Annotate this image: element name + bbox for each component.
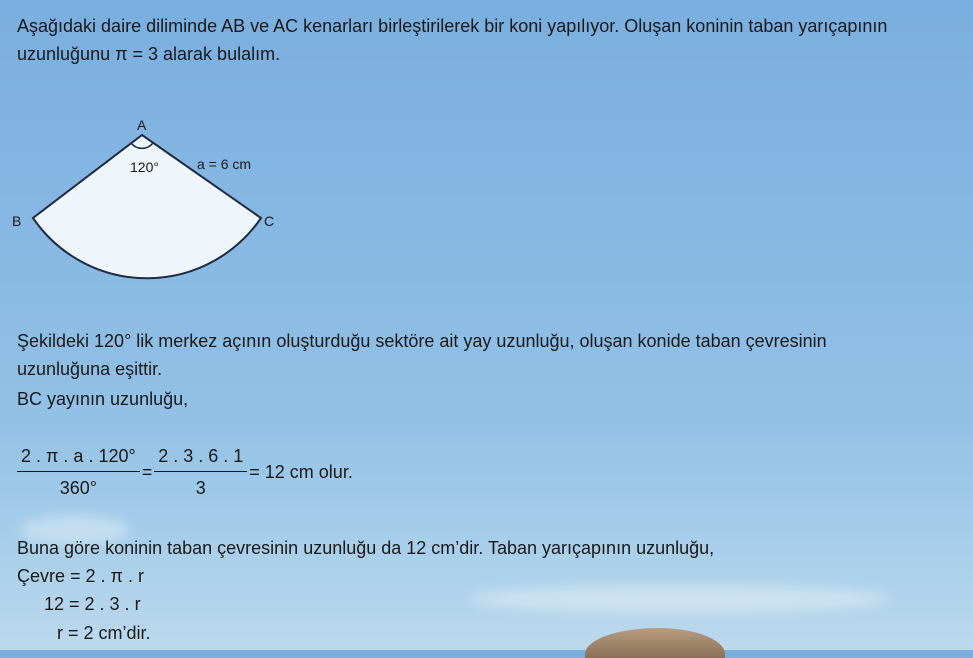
background-cloud (470, 585, 890, 613)
explanation-line-1: Şekildeki 120° lik merkez açının oluşturduğu sektöre ait yay uzunluğu, oluşan konide taban çevresinin (17, 331, 827, 351)
background-rock (585, 628, 725, 658)
conclusion-line-3: 12 = 2 . 3 . r (44, 594, 141, 614)
conclusion-line-1: Buna göre koninin taban çevresinin uzunluğu da 12 cm’dir. Taban yarıçapının uzunluğu, (17, 538, 715, 558)
formula-result: = 12 cm olur. (249, 462, 353, 482)
conclusion-line-4: r = 2 cm’dir. (57, 623, 151, 643)
sector-figure (0, 110, 290, 290)
fraction-1-denominator: 360° (59, 478, 97, 498)
fraction-2 (154, 446, 247, 499)
vertex-label-c: C (264, 213, 275, 229)
angle-label: 120° (130, 159, 159, 175)
side-length-label: a = 6 cm (197, 156, 252, 172)
fraction-1-numerator: 2 . π . a . 120° (21, 446, 136, 466)
vertex-label-b: B (12, 213, 22, 229)
equals-sign: = (141, 462, 153, 482)
fraction-1 (17, 446, 140, 499)
problem-text-line-1: Aşağıdaki daire diliminde AB ve AC kenarları birleştirilerek bir koni yapılıyor. Oluşan koninin taban yarıçapının (17, 16, 888, 36)
arc-length-formula (17, 446, 355, 499)
vertex-label-a: A (137, 117, 147, 133)
explanation-line-3: BC yayının uzunluğu, (17, 389, 189, 409)
problem-text-line-2: uzunluğunu π = 3 alarak bulalım. (17, 44, 281, 64)
conclusion-line-2: Çevre = 2 . π . r (17, 566, 144, 586)
fraction-2-denominator: 3 (195, 478, 206, 498)
explanation-line-2: uzunluğuna eşittir. (17, 359, 163, 379)
fraction-2-numerator: 2 . 3 . 6 . 1 (158, 446, 244, 466)
